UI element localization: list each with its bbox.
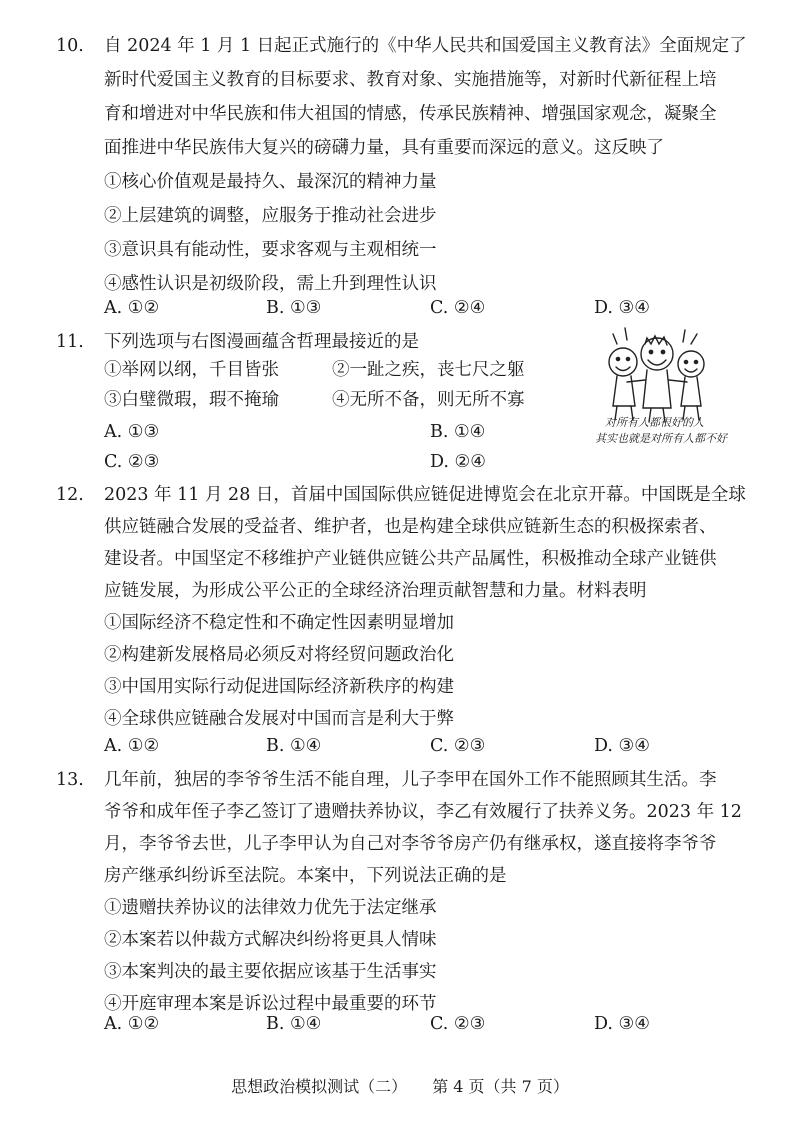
option-b: B. ①④ xyxy=(266,1014,322,1034)
statement: ①遗赠扶养协议的法律效力优先于法定继承 xyxy=(104,898,437,918)
question-stem-line: 下列选项与右图漫画蕴含哲理最接近的是 xyxy=(104,332,419,352)
option-d: D. ③④ xyxy=(594,298,650,318)
question-stem-line: 房产继承纠纷诉至法院。本案中，下列说法正确的是 xyxy=(104,866,507,886)
statement: ④无所不备，则无所不寡 xyxy=(332,390,525,410)
option-c: C. ②③ xyxy=(430,1014,486,1034)
statement: ②上层建筑的调整，应服务于推动社会进步 xyxy=(104,206,437,226)
statement: ①国际经济不稳定性和不确定性因素明显增加 xyxy=(104,613,454,633)
statement: ②构建新发展格局必须反对将经贸问题政治化 xyxy=(104,645,454,665)
option-c: C. ②③ xyxy=(430,736,486,756)
statement: ①举网以纲，千目皆张 xyxy=(104,360,279,380)
statement: ③本案判决的最主要依据应该基于生活事实 xyxy=(104,962,437,982)
question-stem-line: 新时代爱国主义教育的目标要求、教育对象、实施措施等，对新时代新征程上培 xyxy=(104,70,717,90)
statement: ③意识具有能动性，要求客观与主观相统一 xyxy=(104,240,437,260)
cartoon-caption xyxy=(595,414,755,446)
statement: ①核心价值观是最持久、最深沉的精神力量 xyxy=(104,172,437,192)
question-stem-line: 育和增进对中华民族和伟大祖国的情感，传承民族精神、增强国家观念，凝聚全 xyxy=(104,104,717,124)
question-stem-line: 2023 年 11 月 28 日，首届中国国际供应链促进博览会在北京开幕。中国既是全球 xyxy=(104,485,746,505)
statement: ②一趾之疾，丧七尺之躯 xyxy=(332,360,525,380)
question-number: 13. xyxy=(56,770,84,790)
question-stem-line: 几年前，独居的李爷爷生活不能自理，儿子李甲在国外工作不能照顾其生活。李 xyxy=(104,770,717,790)
question-stem-line: 自 2024 年 1 月 1 日起正式施行的《中华人民共和国爱国主义教育法》全面规定了 xyxy=(104,36,747,56)
statement: ④感性认识是初级阶段，需上升到理性认识 xyxy=(104,274,437,294)
option-a: A. ①② xyxy=(104,736,160,756)
option-b: B. ①④ xyxy=(430,422,486,442)
statement: ④开庭审理本案是诉讼过程中最重要的环节 xyxy=(104,994,437,1014)
question-stem-line: 月，李爷爷去世，儿子李甲认为自己对李爷爷房产仍有继承权，遂直接将李爷爷 xyxy=(104,834,717,854)
statement: ③白璧微瑕，瑕不掩瑜 xyxy=(104,390,279,410)
statement: ②本案若以仲裁方式解决纠纷将更具人情味 xyxy=(104,930,437,950)
option-c: C. ②③ xyxy=(104,452,160,472)
option-a: A. ①② xyxy=(104,1014,160,1034)
question-stem-line: 面推进中华民族伟大复兴的磅礴力量，具有重要而深远的意义。这反映了 xyxy=(104,138,664,158)
option-d: D. ③④ xyxy=(594,736,650,756)
question-stem-line: 应链发展，为形成公平公正的全球经济治理贡献智慧和力量。材料表明 xyxy=(104,581,647,601)
question-number: 10. xyxy=(56,36,84,56)
option-b: B. ①④ xyxy=(266,736,322,756)
option-d: D. ③④ xyxy=(594,1014,650,1034)
question-stem-line: 建设者。中国坚定不移维护产业链供应链公共产品属性，积极推动全球产业链供 xyxy=(104,549,717,569)
option-a: A. ①③ xyxy=(104,422,160,442)
option-c: C. ②④ xyxy=(430,298,486,318)
question-stem-line: 爷爷和成年侄子李乙签订了遗赠扶养协议，李乙有效履行了扶养义务。2023 年 12 xyxy=(104,802,742,822)
cartoon-illustration xyxy=(585,322,745,454)
page-footer xyxy=(0,1076,800,1098)
question-number: 12. xyxy=(56,485,84,505)
statement: ③中国用实际行动促进国际经济新秩序的构建 xyxy=(104,677,454,697)
option-a: A. ①② xyxy=(104,298,160,318)
option-b: B. ①③ xyxy=(266,298,322,318)
question-number: 11. xyxy=(56,332,84,352)
option-d: D. ②④ xyxy=(430,452,486,472)
caption-line: 对所有人都很好的人 xyxy=(605,416,704,429)
caption-line: 其实也就是对所有人都不好 xyxy=(595,432,727,445)
exam-title: 思想政治模拟测试（二） xyxy=(231,1077,408,1096)
question-stem-line: 供应链融合发展的受益者、维护者，也是构建全球供应链新生态的积极探索者、 xyxy=(104,517,717,537)
statement: ④全球供应链融合发展对中国而言是利大于弊 xyxy=(104,709,454,729)
page-number: 第 4 页（共 7 页） xyxy=(432,1077,569,1096)
